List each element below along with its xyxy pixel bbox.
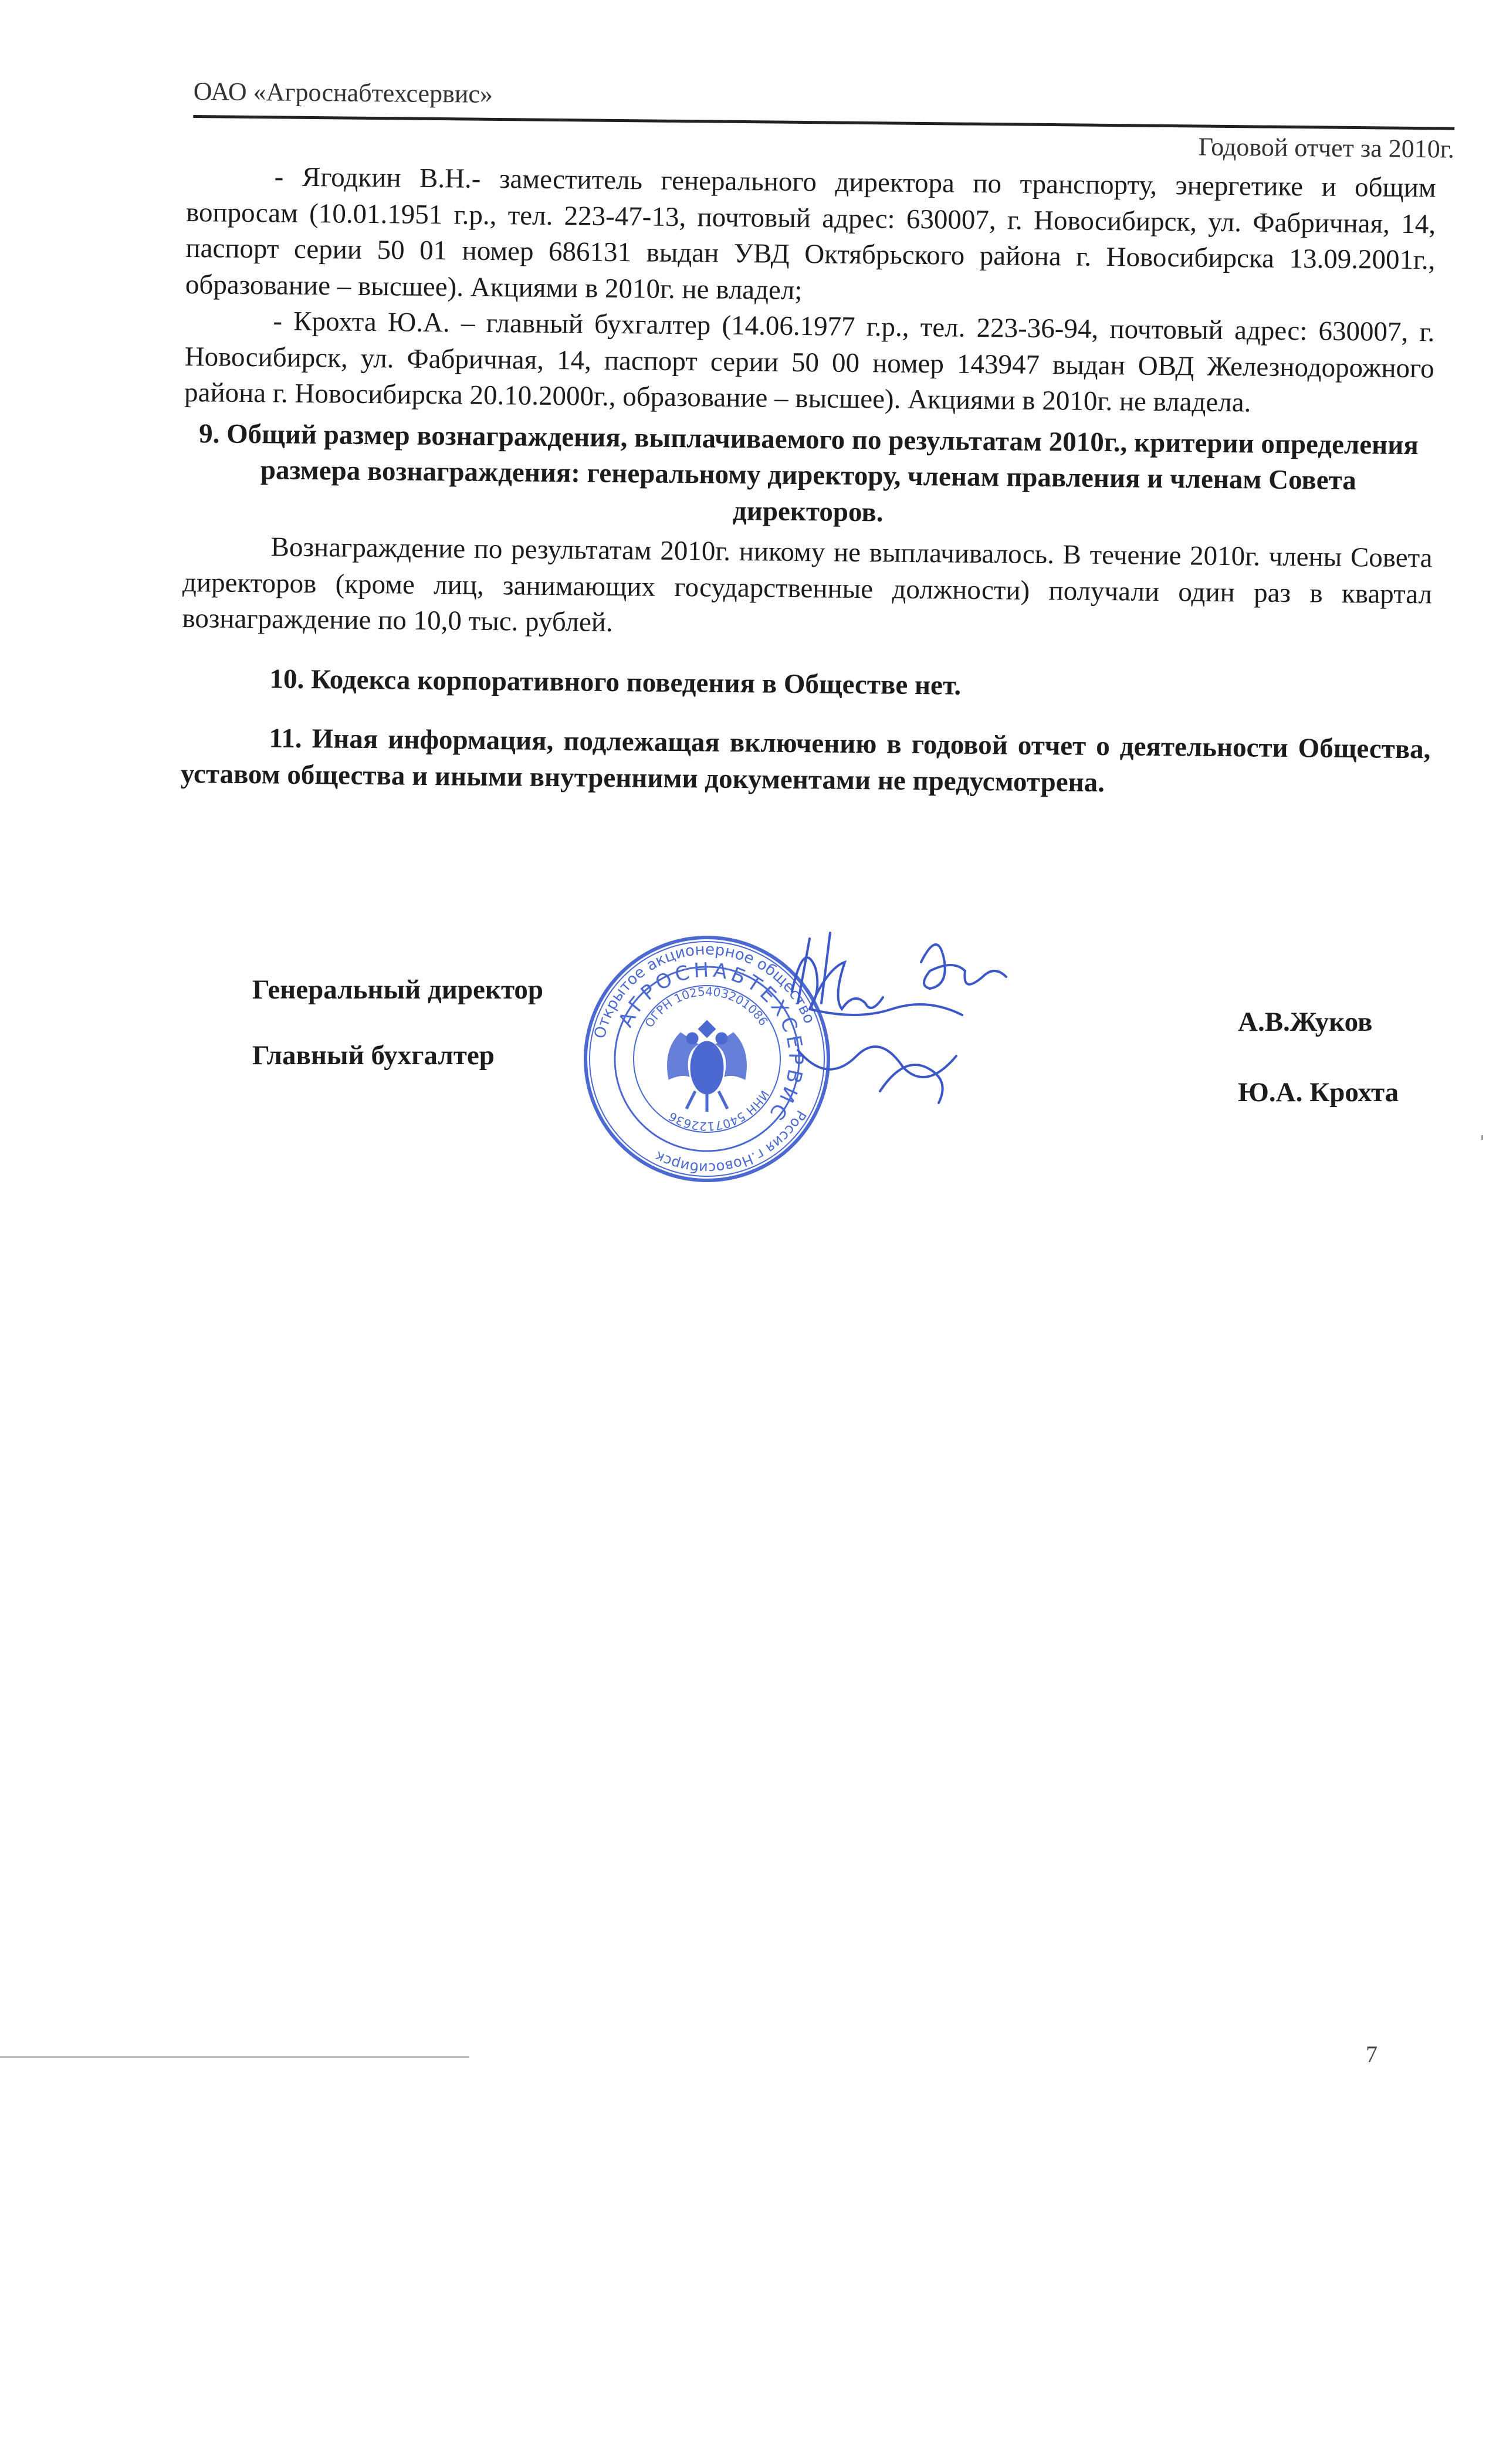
page-header: [193, 76, 1455, 171]
seal-inn-text: ИНН 5407122636: [666, 1088, 772, 1134]
director-label: Генеральный директор: [252, 974, 544, 1005]
paragraph-krokhta: - Крохта Ю.А. – главный бухгалтер (14.06.1977 г.р., тел. 223-36-94, почтовый адрес: 630007, г. Новосибирск, ул. Фабричная, 14, паспорт серии 50 00 номер 143947 выдан ОВД Железнодорожного района г. Новосибирска 20.10.2000г., образование – высшее). Акциями в 2010г. не владела.: [184, 306, 1435, 418]
signature-block: [252, 940, 1426, 1255]
double-headed-eagle-icon: [668, 1021, 747, 1112]
scan-speck: [1481, 1135, 1483, 1140]
header-rule: [193, 115, 1454, 130]
heading-section-10: 10. Кодекса корпоративного поведения в Обществе нет.: [269, 663, 962, 701]
seal-outer-text: Открытое акционерное общество: [591, 940, 818, 1041]
director-name: А.В.Жуков: [1238, 1007, 1373, 1037]
seal-city-text: Россия г.Новосибирск: [652, 1107, 810, 1177]
page-number: 7: [1366, 2041, 1377, 2067]
handwritten-signatures: [774, 915, 1091, 1162]
paragraph-yagodkin: - Ягодкин В.Н.- заместитель генерального директора по транспорту, энергетике и общим вопросам (10.01.1951 г.р., тел. 223-47-13, почтовый адрес: 630007, г. Новосибирск, ул. Фабричная, 14, паспорт серии 50 01 номер 686131 выдан УВД Октябрьского района г. Новосибирска 13.09.2001г., образование – высшее). Акциями в 2010г. не владел;: [185, 161, 1436, 306]
heading-section-9: 9. Общий размер вознаграждения, выплачиваемого по результатам 2010г., критерии определения размера вознаграждения: генеральному директору, членам правления и членам Совета директоров.: [198, 418, 1419, 527]
paragraph-remuneration: Вознаграждение по результатам 2010г. никому не выплачивалось. В течение 2010г. члены Совета директоров (кроме лиц, занимающих государственные должности) получали один раз в квартал вознаграждение по 10,0 тыс. рублей.: [182, 532, 1433, 638]
header-report-title: Годовой отчет за 2010г.: [1198, 132, 1455, 164]
header-company: ОАО «Агроснабтехсервис»: [193, 76, 493, 109]
accountant-label: Главный бухгалтер: [252, 1040, 495, 1071]
document-body: [181, 158, 1436, 804]
accountant-name: Ю.А. Крохта: [1238, 1077, 1399, 1108]
seal-ogrn-text: ОГРН 1025403201086: [642, 984, 771, 1030]
heading-section-11: 11. Иная информация, подлежащая включению в годовой отчет о деятельности Общества, уставом общества и иными внутренними документами не предусмотрена.: [180, 723, 1431, 798]
footer-rule: [0, 2056, 469, 2058]
seal-company-text: АГРОСНАБТЕХСЕРВИС: [614, 958, 808, 1127]
